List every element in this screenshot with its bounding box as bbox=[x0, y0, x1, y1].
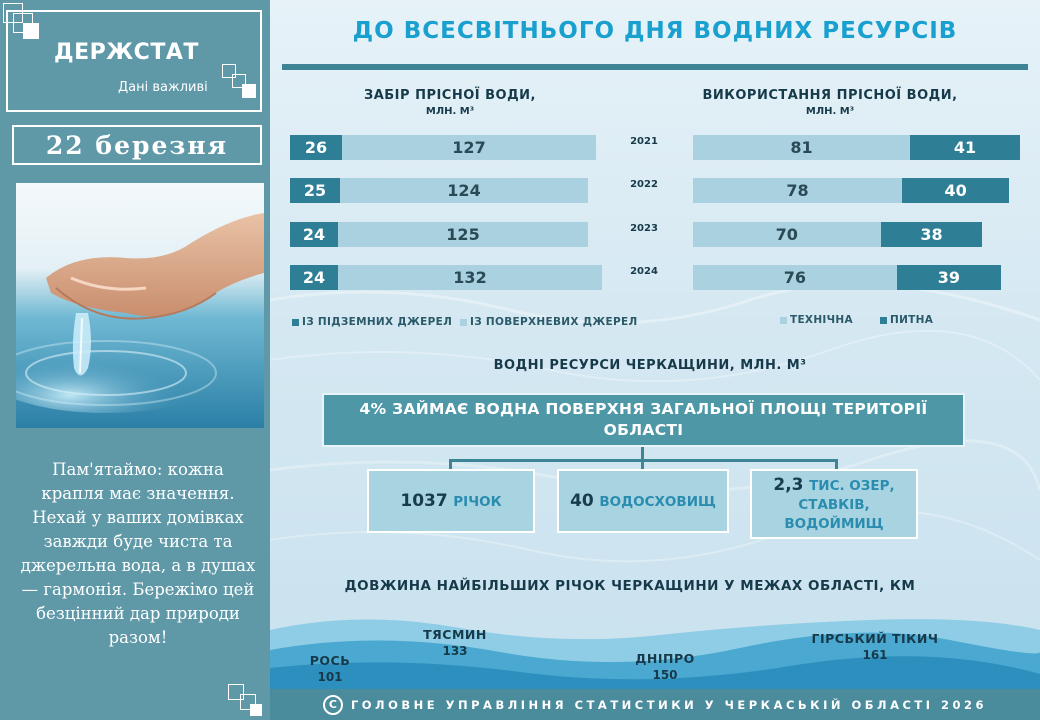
legend-swatch-dark bbox=[880, 317, 887, 324]
sidebar bbox=[0, 0, 270, 720]
withdrawal-bar-surface: 127 bbox=[342, 135, 596, 160]
withdrawal-bar-surface: 125 bbox=[338, 222, 588, 247]
year-label: 2024 bbox=[630, 266, 658, 277]
brand-title: ДЕРЖСТАТ bbox=[54, 40, 199, 65]
usage-bar-technical: 81 bbox=[693, 135, 910, 160]
usage-unit: МЛН. М³ bbox=[805, 106, 855, 117]
river-hirskyi-tikych bbox=[790, 630, 960, 664]
legend-surface bbox=[460, 316, 637, 328]
river-length: 133 bbox=[442, 644, 468, 658]
card-rivers-word: РІЧОК bbox=[453, 494, 502, 510]
connector-center bbox=[641, 459, 644, 469]
legend-swatch-light bbox=[460, 319, 467, 326]
year-label: 2022 bbox=[630, 179, 658, 190]
card-lakes bbox=[750, 469, 918, 539]
legend-label: ІЗ ПОВЕРХНЕВИХ ДЖЕРЕЛ bbox=[470, 316, 638, 328]
withdrawal-bar-surface: 132 bbox=[338, 265, 602, 290]
title-divider bbox=[282, 64, 1028, 70]
withdrawal-bar-underground: 24 bbox=[290, 265, 338, 290]
usage-bar-technical: 78 bbox=[693, 178, 902, 203]
year-label: 2021 bbox=[630, 136, 658, 147]
connector-right bbox=[835, 459, 838, 469]
hands-water-photo bbox=[16, 183, 264, 428]
card-reservoirs-word: ВОДОСХОВИЩ bbox=[599, 494, 716, 510]
footer bbox=[270, 689, 1040, 720]
resources-title: ВОДНІ РЕСУРСИ ЧЕРКАЩИНИ, МЛН. М³ bbox=[493, 358, 807, 373]
river-ros bbox=[290, 652, 370, 686]
river-name: РОСЬ bbox=[309, 653, 351, 668]
river-dnipro bbox=[610, 650, 720, 684]
usage-bar-drinking: 39 bbox=[897, 265, 1002, 290]
river-tiasmyn bbox=[400, 626, 510, 660]
legend-technical bbox=[780, 314, 853, 326]
year-label: 2023 bbox=[630, 223, 658, 234]
legend-drinking bbox=[880, 314, 933, 326]
river-length: 161 bbox=[862, 648, 888, 662]
withdrawal-title: ЗАБІР ПРІСНОЇ ВОДИ, bbox=[363, 88, 537, 103]
river-length: 150 bbox=[652, 668, 678, 682]
usage-bar-drinking: 38 bbox=[881, 222, 983, 247]
river-name: ДНІПРО bbox=[635, 651, 695, 666]
brand-box bbox=[6, 10, 262, 112]
usage-bar-drinking: 41 bbox=[910, 135, 1020, 160]
rivers-title: ДОВЖИНА НАЙБІЛЬШИХ РІЧОК ЧЕРКАЩИНИ У МЕЖАХ ОБЛАСТІ, КМ bbox=[344, 578, 916, 594]
legend-underground bbox=[292, 316, 452, 328]
legend-swatch-light bbox=[780, 317, 787, 324]
river-length: 101 bbox=[317, 670, 343, 684]
brand-subtitle: Дані важливі bbox=[118, 80, 208, 95]
card-lakes-number: 2,3 bbox=[773, 474, 804, 495]
legend-label: ТЕХНІЧНА bbox=[790, 314, 853, 326]
memo-text: Пам'ятаймо: кожна крапля має значення. Нехай у ваших домівках завжди буде чиста та джерельна вода, а в душах — гармонія. Бережімо цей безцінний дар природи разом! bbox=[20, 460, 256, 647]
withdrawal-bar-underground: 25 bbox=[290, 178, 340, 203]
legend-swatch-dark bbox=[292, 319, 299, 326]
copyright-icon: C bbox=[323, 695, 343, 715]
page-title: ДО ВСЕСВІТНЬОГО ДНЯ ВОДНИХ РЕСУРСІВ bbox=[352, 18, 958, 44]
footer-text: ГОЛОВНЕ УПРАВЛІННЯ СТАТИСТИКИ У ЧЕРКАСЬКІЙ ОБЛАСТІ 2026 bbox=[350, 697, 988, 712]
card-reservoirs-number: 40 bbox=[570, 491, 594, 511]
surface-banner: 4% ЗАЙМАЄ ВОДНА ПОВЕРХНЯ ЗАГАЛЬНОЇ ПЛОЩІ ТЕРИТОРІЇ ОБЛАСТІ bbox=[322, 393, 965, 447]
withdrawal-unit: МЛН. М³ bbox=[425, 106, 475, 117]
withdrawal-bar-underground: 24 bbox=[290, 222, 338, 247]
usage-bar-technical: 76 bbox=[693, 265, 897, 290]
card-lakes-word: ТИС. ОЗЕР, СТАВКІВ, ВОДОЙМИЩ bbox=[784, 477, 895, 532]
card-rivers bbox=[367, 469, 535, 533]
river-name: ГІРСЬКИЙ ТІКИЧ bbox=[811, 631, 939, 646]
date-label: 22 березня bbox=[12, 125, 262, 165]
legend-label: ПИТНА bbox=[890, 314, 934, 326]
usage-bar-technical: 70 bbox=[693, 222, 881, 247]
card-reservoirs bbox=[557, 469, 729, 533]
withdrawal-bar-surface: 124 bbox=[340, 178, 588, 203]
usage-bar-drinking: 40 bbox=[902, 178, 1009, 203]
connector-left bbox=[449, 459, 452, 469]
legend-label: ІЗ ПІДЗЕМНИХ ДЖЕРЕЛ bbox=[302, 316, 453, 328]
river-name: ТЯСМИН bbox=[423, 627, 487, 642]
usage-title: ВИКОРИСТАННЯ ПРІСНОЇ ВОДИ, bbox=[702, 88, 958, 103]
card-rivers-number: 1037 bbox=[400, 491, 448, 511]
withdrawal-bar-underground: 26 bbox=[290, 135, 342, 160]
